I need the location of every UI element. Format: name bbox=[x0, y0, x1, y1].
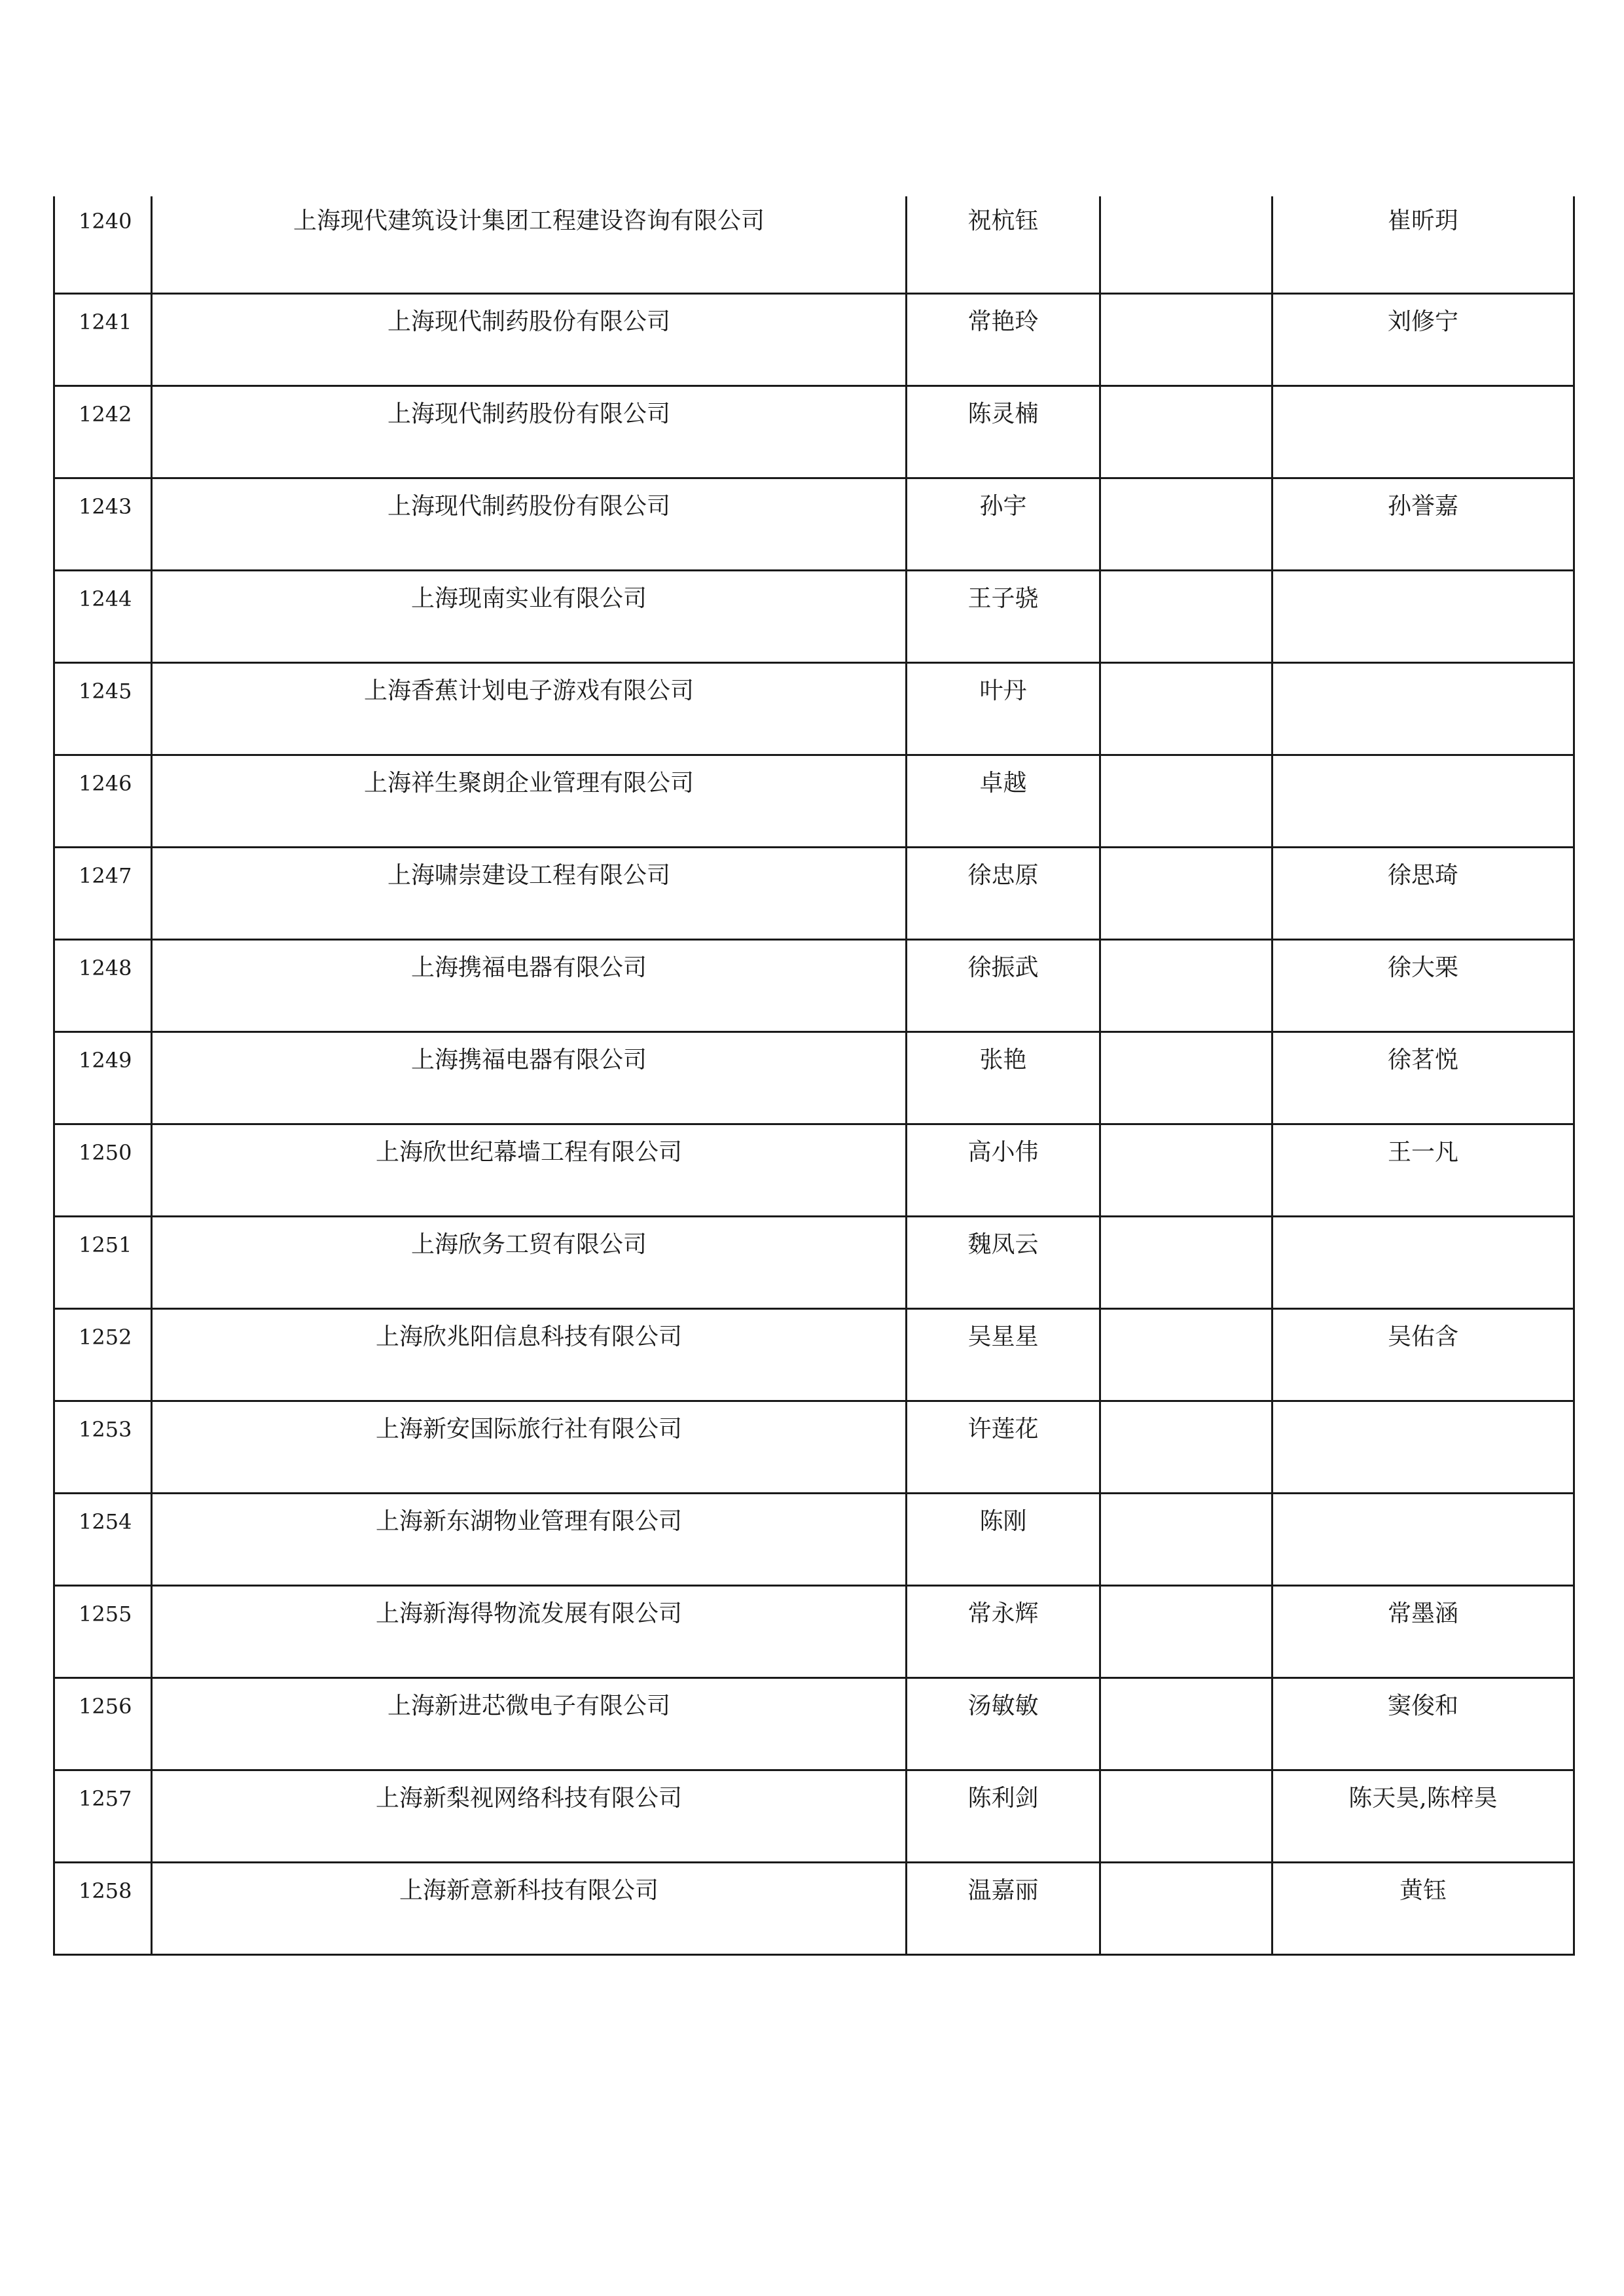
extra-cell bbox=[1100, 755, 1272, 847]
name-cell: 常艳玲 bbox=[907, 293, 1100, 386]
extra-cell bbox=[1100, 386, 1272, 478]
row-number-cell: 1243 bbox=[54, 478, 152, 570]
extra-cell bbox=[1100, 1124, 1272, 1216]
name-cell: 许莲花 bbox=[907, 1401, 1100, 1493]
extra-cell bbox=[1100, 196, 1272, 293]
extra-cell bbox=[1100, 1677, 1272, 1770]
extra-cell bbox=[1100, 847, 1272, 939]
company-cell: 上海祥生聚朗企业管理有限公司 bbox=[152, 755, 907, 847]
table-row bbox=[54, 1216, 1574, 1308]
child-name-cell bbox=[1272, 1401, 1574, 1493]
extra-cell bbox=[1100, 1770, 1272, 1862]
company-cell: 上海现代制药股份有限公司 bbox=[152, 478, 907, 570]
child-name-cell: 吴佑含 bbox=[1272, 1308, 1574, 1401]
company-cell: 上海新梨视网络科技有限公司 bbox=[152, 1770, 907, 1862]
table-row bbox=[54, 1401, 1574, 1493]
name-cell: 卓越 bbox=[907, 755, 1100, 847]
roster-body bbox=[54, 196, 1574, 1954]
row-number-cell: 1256 bbox=[54, 1677, 152, 1770]
table-row bbox=[54, 1124, 1574, 1216]
table-row bbox=[54, 570, 1574, 662]
extra-cell bbox=[1100, 570, 1272, 662]
table-row bbox=[54, 755, 1574, 847]
extra-cell bbox=[1100, 1862, 1272, 1954]
child-name-cell bbox=[1272, 386, 1574, 478]
name-cell: 高小伟 bbox=[907, 1124, 1100, 1216]
row-number-cell: 1253 bbox=[54, 1401, 152, 1493]
child-name-cell: 陈天昊,陈梓昊 bbox=[1272, 1770, 1574, 1862]
name-cell: 常永辉 bbox=[907, 1585, 1100, 1677]
company-cell: 上海新东湖物业管理有限公司 bbox=[152, 1493, 907, 1585]
table-row bbox=[54, 196, 1574, 293]
child-name-cell: 徐思琦 bbox=[1272, 847, 1574, 939]
company-cell: 上海欣兆阳信息科技有限公司 bbox=[152, 1308, 907, 1401]
row-number-cell: 1250 bbox=[54, 1124, 152, 1216]
company-cell: 上海新安国际旅行社有限公司 bbox=[152, 1401, 907, 1493]
child-name-cell bbox=[1272, 1493, 1574, 1585]
row-number-cell: 1240 bbox=[54, 196, 152, 293]
child-name-cell: 黄钰 bbox=[1272, 1862, 1574, 1954]
row-number-cell: 1254 bbox=[54, 1493, 152, 1585]
row-number-cell: 1249 bbox=[54, 1031, 152, 1124]
name-cell: 汤敏敏 bbox=[907, 1677, 1100, 1770]
extra-cell bbox=[1100, 1308, 1272, 1401]
row-number-cell: 1245 bbox=[54, 662, 152, 755]
name-cell: 徐忠原 bbox=[907, 847, 1100, 939]
name-cell: 王子骁 bbox=[907, 570, 1100, 662]
row-number-cell: 1258 bbox=[54, 1862, 152, 1954]
child-name-cell: 王一凡 bbox=[1272, 1124, 1574, 1216]
company-cell: 上海携福电器有限公司 bbox=[152, 939, 907, 1031]
extra-cell bbox=[1100, 662, 1272, 755]
child-name-cell bbox=[1272, 570, 1574, 662]
table-row bbox=[54, 847, 1574, 939]
name-cell: 陈利剑 bbox=[907, 1770, 1100, 1862]
row-number-cell: 1251 bbox=[54, 1216, 152, 1308]
extra-cell bbox=[1100, 293, 1272, 386]
row-number-cell: 1252 bbox=[54, 1308, 152, 1401]
company-cell: 上海香蕉计划电子游戏有限公司 bbox=[152, 662, 907, 755]
child-name-cell: 徐大栗 bbox=[1272, 939, 1574, 1031]
child-name-cell: 刘修宁 bbox=[1272, 293, 1574, 386]
child-name-cell: 窦俊和 bbox=[1272, 1677, 1574, 1770]
name-cell: 魏凤云 bbox=[907, 1216, 1100, 1308]
extra-cell bbox=[1100, 478, 1272, 570]
child-name-cell: 常墨涵 bbox=[1272, 1585, 1574, 1677]
company-cell: 上海现代建筑设计集团工程建设咨询有限公司 bbox=[152, 196, 907, 293]
extra-cell bbox=[1100, 1493, 1272, 1585]
name-cell: 张艳 bbox=[907, 1031, 1100, 1124]
row-number-cell: 1255 bbox=[54, 1585, 152, 1677]
name-cell: 吴星星 bbox=[907, 1308, 1100, 1401]
table-row bbox=[54, 1493, 1574, 1585]
extra-cell bbox=[1100, 1031, 1272, 1124]
roster-table bbox=[53, 196, 1575, 1956]
company-cell: 上海新意新科技有限公司 bbox=[152, 1862, 907, 1954]
table-row bbox=[54, 293, 1574, 386]
name-cell: 孙宇 bbox=[907, 478, 1100, 570]
name-cell: 徐振武 bbox=[907, 939, 1100, 1031]
row-number-cell: 1246 bbox=[54, 755, 152, 847]
child-name-cell bbox=[1272, 755, 1574, 847]
name-cell: 陈刚 bbox=[907, 1493, 1100, 1585]
company-cell: 上海欣世纪幕墙工程有限公司 bbox=[152, 1124, 907, 1216]
name-cell: 陈灵楠 bbox=[907, 386, 1100, 478]
company-cell: 上海现南实业有限公司 bbox=[152, 570, 907, 662]
name-cell: 温嘉丽 bbox=[907, 1862, 1100, 1954]
company-cell: 上海现代制药股份有限公司 bbox=[152, 293, 907, 386]
table-row bbox=[54, 939, 1574, 1031]
child-name-cell: 徐茗悦 bbox=[1272, 1031, 1574, 1124]
table-row bbox=[54, 478, 1574, 570]
company-cell: 上海现代制药股份有限公司 bbox=[152, 386, 907, 478]
extra-cell bbox=[1100, 1216, 1272, 1308]
table-row bbox=[54, 1677, 1574, 1770]
table-row bbox=[54, 386, 1574, 478]
extra-cell bbox=[1100, 939, 1272, 1031]
table-row bbox=[54, 1585, 1574, 1677]
company-cell: 上海携福电器有限公司 bbox=[152, 1031, 907, 1124]
row-number-cell: 1242 bbox=[54, 386, 152, 478]
name-cell: 叶丹 bbox=[907, 662, 1100, 755]
table-row bbox=[54, 1770, 1574, 1862]
child-name-cell bbox=[1272, 662, 1574, 755]
child-name-cell: 孙誉嘉 bbox=[1272, 478, 1574, 570]
table-row bbox=[54, 1308, 1574, 1401]
row-number-cell: 1248 bbox=[54, 939, 152, 1031]
table-row bbox=[54, 1031, 1574, 1124]
company-cell: 上海啸崇建设工程有限公司 bbox=[152, 847, 907, 939]
company-cell: 上海欣务工贸有限公司 bbox=[152, 1216, 907, 1308]
row-number-cell: 1244 bbox=[54, 570, 152, 662]
extra-cell bbox=[1100, 1585, 1272, 1677]
extra-cell bbox=[1100, 1401, 1272, 1493]
name-cell: 祝杭钰 bbox=[907, 196, 1100, 293]
row-number-cell: 1257 bbox=[54, 1770, 152, 1862]
company-cell: 上海新进芯微电子有限公司 bbox=[152, 1677, 907, 1770]
row-number-cell: 1247 bbox=[54, 847, 152, 939]
child-name-cell: 崔昕玥 bbox=[1272, 196, 1574, 293]
table-row bbox=[54, 662, 1574, 755]
child-name-cell bbox=[1272, 1216, 1574, 1308]
row-number-cell: 1241 bbox=[54, 293, 152, 386]
company-cell: 上海新海得物流发展有限公司 bbox=[152, 1585, 907, 1677]
table-row bbox=[54, 1862, 1574, 1954]
